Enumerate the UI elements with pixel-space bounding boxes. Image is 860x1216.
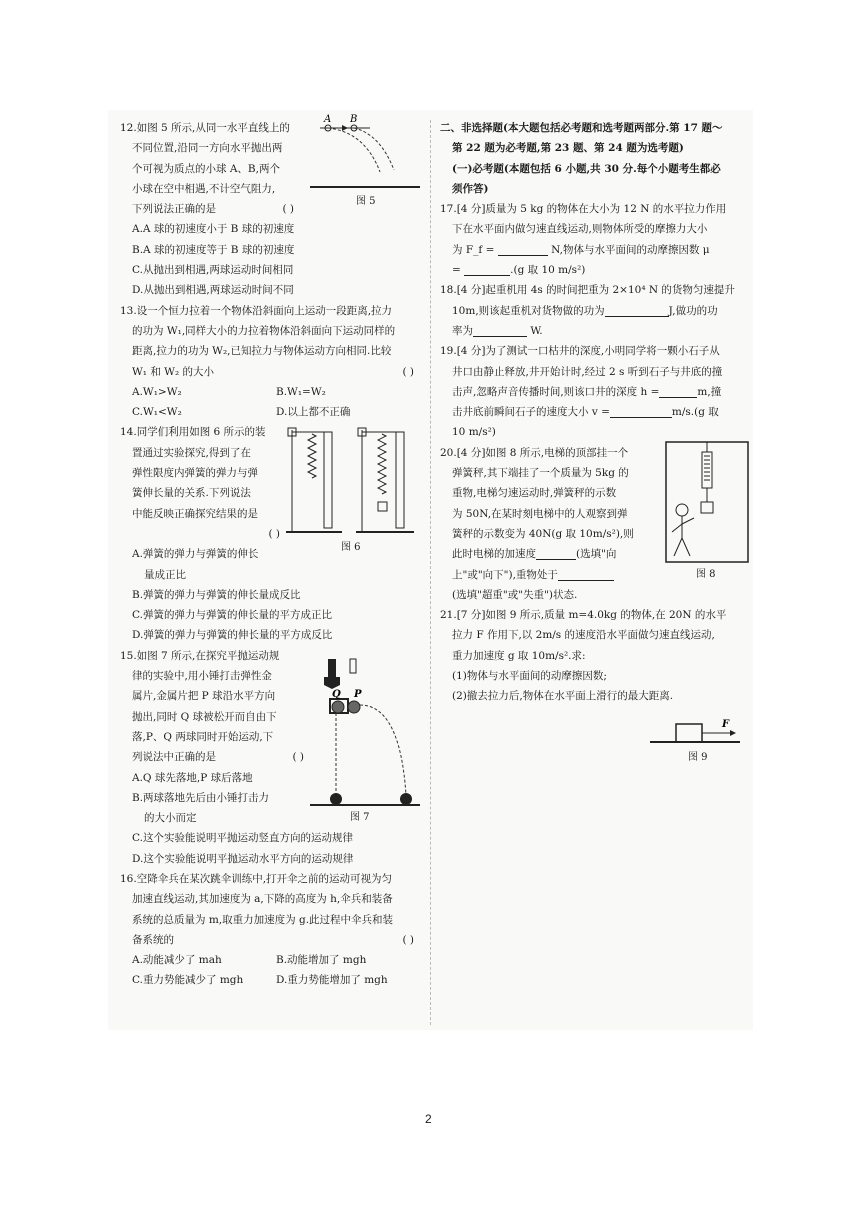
person-head	[676, 504, 688, 516]
ruler-1	[324, 432, 332, 528]
figure-6-caption: 图 6	[341, 542, 361, 553]
q19-text: m/s.(g 取	[671, 406, 719, 419]
q19-text: m,撞	[697, 385, 722, 398]
q15-line: 15.如图 7 所示,在探究平抛运动规	[120, 649, 280, 662]
arrow-a-head	[342, 125, 348, 131]
q15-option-d: D.这个实验能说明平抛运动水平方向的运动规律	[132, 852, 354, 865]
q15-line: 列说法中正确的是	[132, 751, 216, 764]
q19-line: 10 m/s²)	[452, 426, 496, 439]
figure-7-caption: 图 7	[350, 812, 370, 823]
section-line: 二、非选择题(本大题包括必考题和选考题两部分.第 17 题～	[440, 122, 723, 134]
hammer-head	[324, 677, 340, 689]
q18-text: 率为	[452, 324, 473, 337]
left-column	[120, 118, 420, 991]
q20-text: (选填"向	[576, 548, 617, 561]
weight	[701, 502, 713, 513]
answer-blank	[610, 403, 672, 418]
ball-q-landed	[330, 793, 342, 805]
q16-option-a: A.动能减少了 mah	[132, 954, 222, 967]
q13-line: W₁ 和 W₂ 的大小	[132, 365, 215, 378]
figure-8-diagram	[660, 438, 755, 566]
figure-7-diagram	[310, 655, 420, 815]
q13-line: 的功为 W₁,同样大小的力拉着物体沿斜面向下运动同样的	[132, 324, 396, 337]
force-arrow-head	[730, 730, 736, 736]
section-line: 第 22 题为必考题,第 23 题、第 24 题为选考题)	[452, 142, 684, 155]
q12-option-d: D.从抛出到相遇,两球运动时间不同	[132, 284, 294, 297]
label-b: B	[350, 114, 358, 125]
trajectory-a	[328, 128, 380, 172]
q20-line: 20.[4 分]如图 8 所示,电梯的顶部挂一个	[440, 446, 629, 459]
q16-line: 系统的总质量为 m,取重力加速度为 g.此过程中伞兵和装	[132, 913, 394, 926]
q12-option-b: B.A 球的初速度等于 B 球的初速度	[132, 243, 295, 256]
person-leg	[682, 538, 690, 556]
q14-line: 中能反映正确探究结果的是	[132, 507, 258, 520]
section-line: (一)必考题(本题包括 6 小题,共 30 分.每个小题考生都必	[452, 162, 721, 175]
q14-option-b: B.弹簧的弹力与弹簧的伸长量成反比	[132, 588, 301, 601]
answer-paren: ( )	[282, 203, 294, 216]
metal-sheet	[350, 659, 356, 673]
q17-text: 为 F_f =	[452, 243, 495, 256]
q12-option-c: C.从抛出到相遇,两球运动时间相同	[132, 264, 294, 277]
question-18	[440, 280, 745, 341]
q16-option-c: C.重力势能减少了 mgh	[132, 974, 244, 987]
q14-line: 置通过实验探究,得到了在	[132, 446, 251, 459]
answer-paren: ( )	[268, 527, 280, 540]
q21-line: 重力加速度 g 取 10m/s².求:	[452, 649, 586, 662]
q18-text: J,做功的功	[668, 304, 718, 317]
person-leg	[674, 538, 682, 556]
q14-line: 14.同学们利用如图 6 所示的装	[120, 426, 266, 439]
answer-paren: ( )	[402, 933, 414, 946]
figure-5-diagram	[310, 112, 420, 194]
label-q: Q	[332, 689, 341, 700]
spring-1	[308, 434, 316, 478]
q20-line: 重物,电梯匀速运动时,弹簧秤的示数	[452, 487, 617, 500]
q21-line: (1)物体与水平面间的动摩擦因数;	[452, 670, 607, 683]
figure-9-diagram	[650, 718, 740, 748]
answer-blank	[536, 545, 576, 560]
q15-line: 落,P、Q 两球同时开始运动,下	[132, 730, 274, 743]
scale-marks	[704, 456, 710, 480]
q20-line: (选填"超重"或"失重")状态.	[452, 588, 578, 601]
q18-text: W.	[530, 324, 543, 337]
q12-line: 小球在空中相遇,不计空气阻力,	[132, 182, 276, 195]
label-f: F	[722, 719, 730, 730]
q14-option-a: A.弹簧的弹力与弹簧的伸长	[132, 548, 259, 561]
q16-line: 加速直线运动,其加速度为 a,下降的高度为 h,伞兵和装备	[132, 893, 393, 906]
question-21	[440, 605, 745, 706]
q15-line: 属片,金属片把 P 球沿水平方向	[132, 690, 276, 703]
p-trajectory	[360, 705, 406, 795]
q14-option-c: C.弹簧的弹力与弹簧的伸长量的平方成正比	[132, 609, 332, 622]
q21-line: 拉力 F 作用下,以 2m/s 的速度沿水平面做匀速直线运动,	[452, 629, 715, 642]
q12-line: 个可视为质点的小球 A、B,两个	[132, 162, 280, 175]
q15-option-c: C.这个实验能说明平抛运动竖直方向的运动规律	[132, 832, 353, 845]
q19-line: 19.[4 分]为了测试一口枯井的深度,小明同学将一颗小石子从	[440, 345, 720, 358]
label-p: P	[354, 689, 362, 700]
q15-line: 律的实验中,用小锤打击弹性金	[132, 670, 272, 683]
q15-option-b: B.两球落地先后由小锤打击力	[132, 791, 270, 804]
figure-8-caption: 图 8	[696, 569, 716, 580]
q12-line: 12.如图 5 所示,从同一水平直线上的	[120, 122, 290, 134]
answer-blank	[473, 322, 527, 337]
ball-p	[348, 701, 360, 713]
person-arm	[682, 518, 694, 524]
question-17	[440, 199, 745, 280]
q19-line: 井口由静止释放,井开始计时,经过 2 s 听到石子与井底的撞	[452, 365, 723, 378]
q12-option-a: A.A 球的初速度小于 B 球的初速度	[132, 223, 295, 236]
q12-stem	[120, 118, 300, 219]
q17-text: .(g 取 10 m/s²)	[510, 264, 586, 277]
q15-option-b-cont: 的大小而定	[144, 812, 197, 825]
q13-option-a: A.W₁>W₂	[132, 385, 182, 398]
q20-line: 弹簧秤,其下端挂了一个质量为 5kg 的	[452, 467, 629, 480]
q16-option-b: B.动能增加了 mgh	[276, 954, 367, 967]
q17-line: 下在水平面内做匀速直线运动,则物体所受的摩擦力大小	[452, 223, 708, 236]
block	[676, 724, 702, 742]
q17-text: N,物体与水平面间的动摩擦因数 μ	[551, 243, 710, 256]
spring-scale	[702, 452, 712, 488]
answer-blank	[558, 566, 614, 581]
q14-line: 弹性限度内弹簧的弹力与弹	[132, 467, 258, 480]
answer-paren: ( )	[292, 751, 304, 764]
q14-line: 簧伸长量的关系.下列说法	[132, 487, 251, 500]
q13-option-c: C.W₁<W₂	[132, 406, 182, 419]
answer-blank	[498, 241, 548, 256]
trajectory-b	[354, 128, 394, 170]
q12-line: 不同位置,沿同一方向水平抛出两	[132, 142, 283, 155]
q17-text: =	[452, 264, 461, 277]
q19-text: 击声,忽略声音传播时间,则该口井的深度 h =	[452, 385, 660, 398]
column-divider	[430, 120, 431, 1025]
q19-text: 击井底前瞬间石子的速度大小 v =	[452, 406, 610, 419]
answer-blank	[605, 302, 669, 317]
q20-line: 簧秤的示数变为 40N(g 取 10m/s²),则	[452, 527, 634, 540]
q13-option-d: D.以上都不正确	[276, 406, 351, 419]
answer-paren: ( )	[402, 365, 414, 378]
answer-blank	[659, 383, 697, 398]
q13-option-b: B.W₁=W₂	[276, 385, 326, 398]
weight	[378, 502, 387, 511]
section-heading	[440, 118, 745, 199]
q13-line: 13.设一个恒力拉着一个物体沿斜面向上运动一段距离,拉力	[120, 304, 393, 317]
q18-text: 10m,则该起重机对货物做的功为	[452, 304, 605, 317]
figure-9-caption: 图 9	[688, 752, 708, 763]
q16-line: 备系统的	[132, 933, 174, 946]
ruler-2	[396, 432, 404, 528]
q17-line: 17.[4 分]质量为 5 kg 的物体在大小为 12 N 的水平拉力作用	[440, 203, 727, 216]
spring-2	[378, 434, 386, 494]
q21-line: (2)撤去拉力后,物体在水平面上滑行的最大距离.	[452, 690, 674, 703]
q18-line: 18.[4 分]起重机用 4s 的时间把重为 2×10⁴ N 的货物匀速提升	[440, 284, 735, 297]
figure-5-caption: 图 5	[356, 196, 376, 207]
ball-q	[332, 701, 344, 713]
person-arm	[672, 524, 682, 532]
question-16	[120, 869, 420, 991]
q20-text: 此时电梯的加速度	[452, 548, 536, 561]
label-a: A	[324, 114, 332, 125]
q15-line: 抛出,同时 Q 球被松开而自由下	[132, 710, 277, 723]
q20-line: 为 50N,在某时刻电梯中的人观察到弹	[452, 507, 628, 520]
q14-option-a-cont: 量成正比	[144, 568, 186, 581]
figure-6-diagram	[282, 420, 422, 540]
question-13	[120, 301, 420, 423]
q14-option-d: D.弹簧的弹力与弹簧的伸长量的平方成反比	[132, 629, 333, 642]
right-column	[440, 118, 745, 707]
q13-line: 距离,拉力的功为 W₂,已知拉力与物体运动方向相同.比较	[132, 345, 392, 358]
q16-line: 16.空降伞兵在某次跳伞训练中,打开伞之前的运动可视为匀	[120, 872, 393, 885]
ball-p-landed	[400, 793, 412, 805]
q16-option-d: D.重力势能增加了 mgh	[276, 974, 388, 987]
q12-line: 下列说法正确的是	[132, 203, 216, 216]
q21-line: 21.[7 分]如图 9 所示,质量 m=4.0kg 的物体,在 20N 的水平	[440, 609, 727, 622]
question-19	[440, 341, 745, 442]
section-line: 须作答)	[452, 182, 489, 195]
page-number: 2	[425, 1112, 432, 1126]
answer-blank	[464, 261, 510, 276]
q20-text: 上"或"向下"),重物处于	[452, 568, 558, 581]
q15-option-a: A.Q 球先落地,P 球后落地	[132, 771, 253, 784]
